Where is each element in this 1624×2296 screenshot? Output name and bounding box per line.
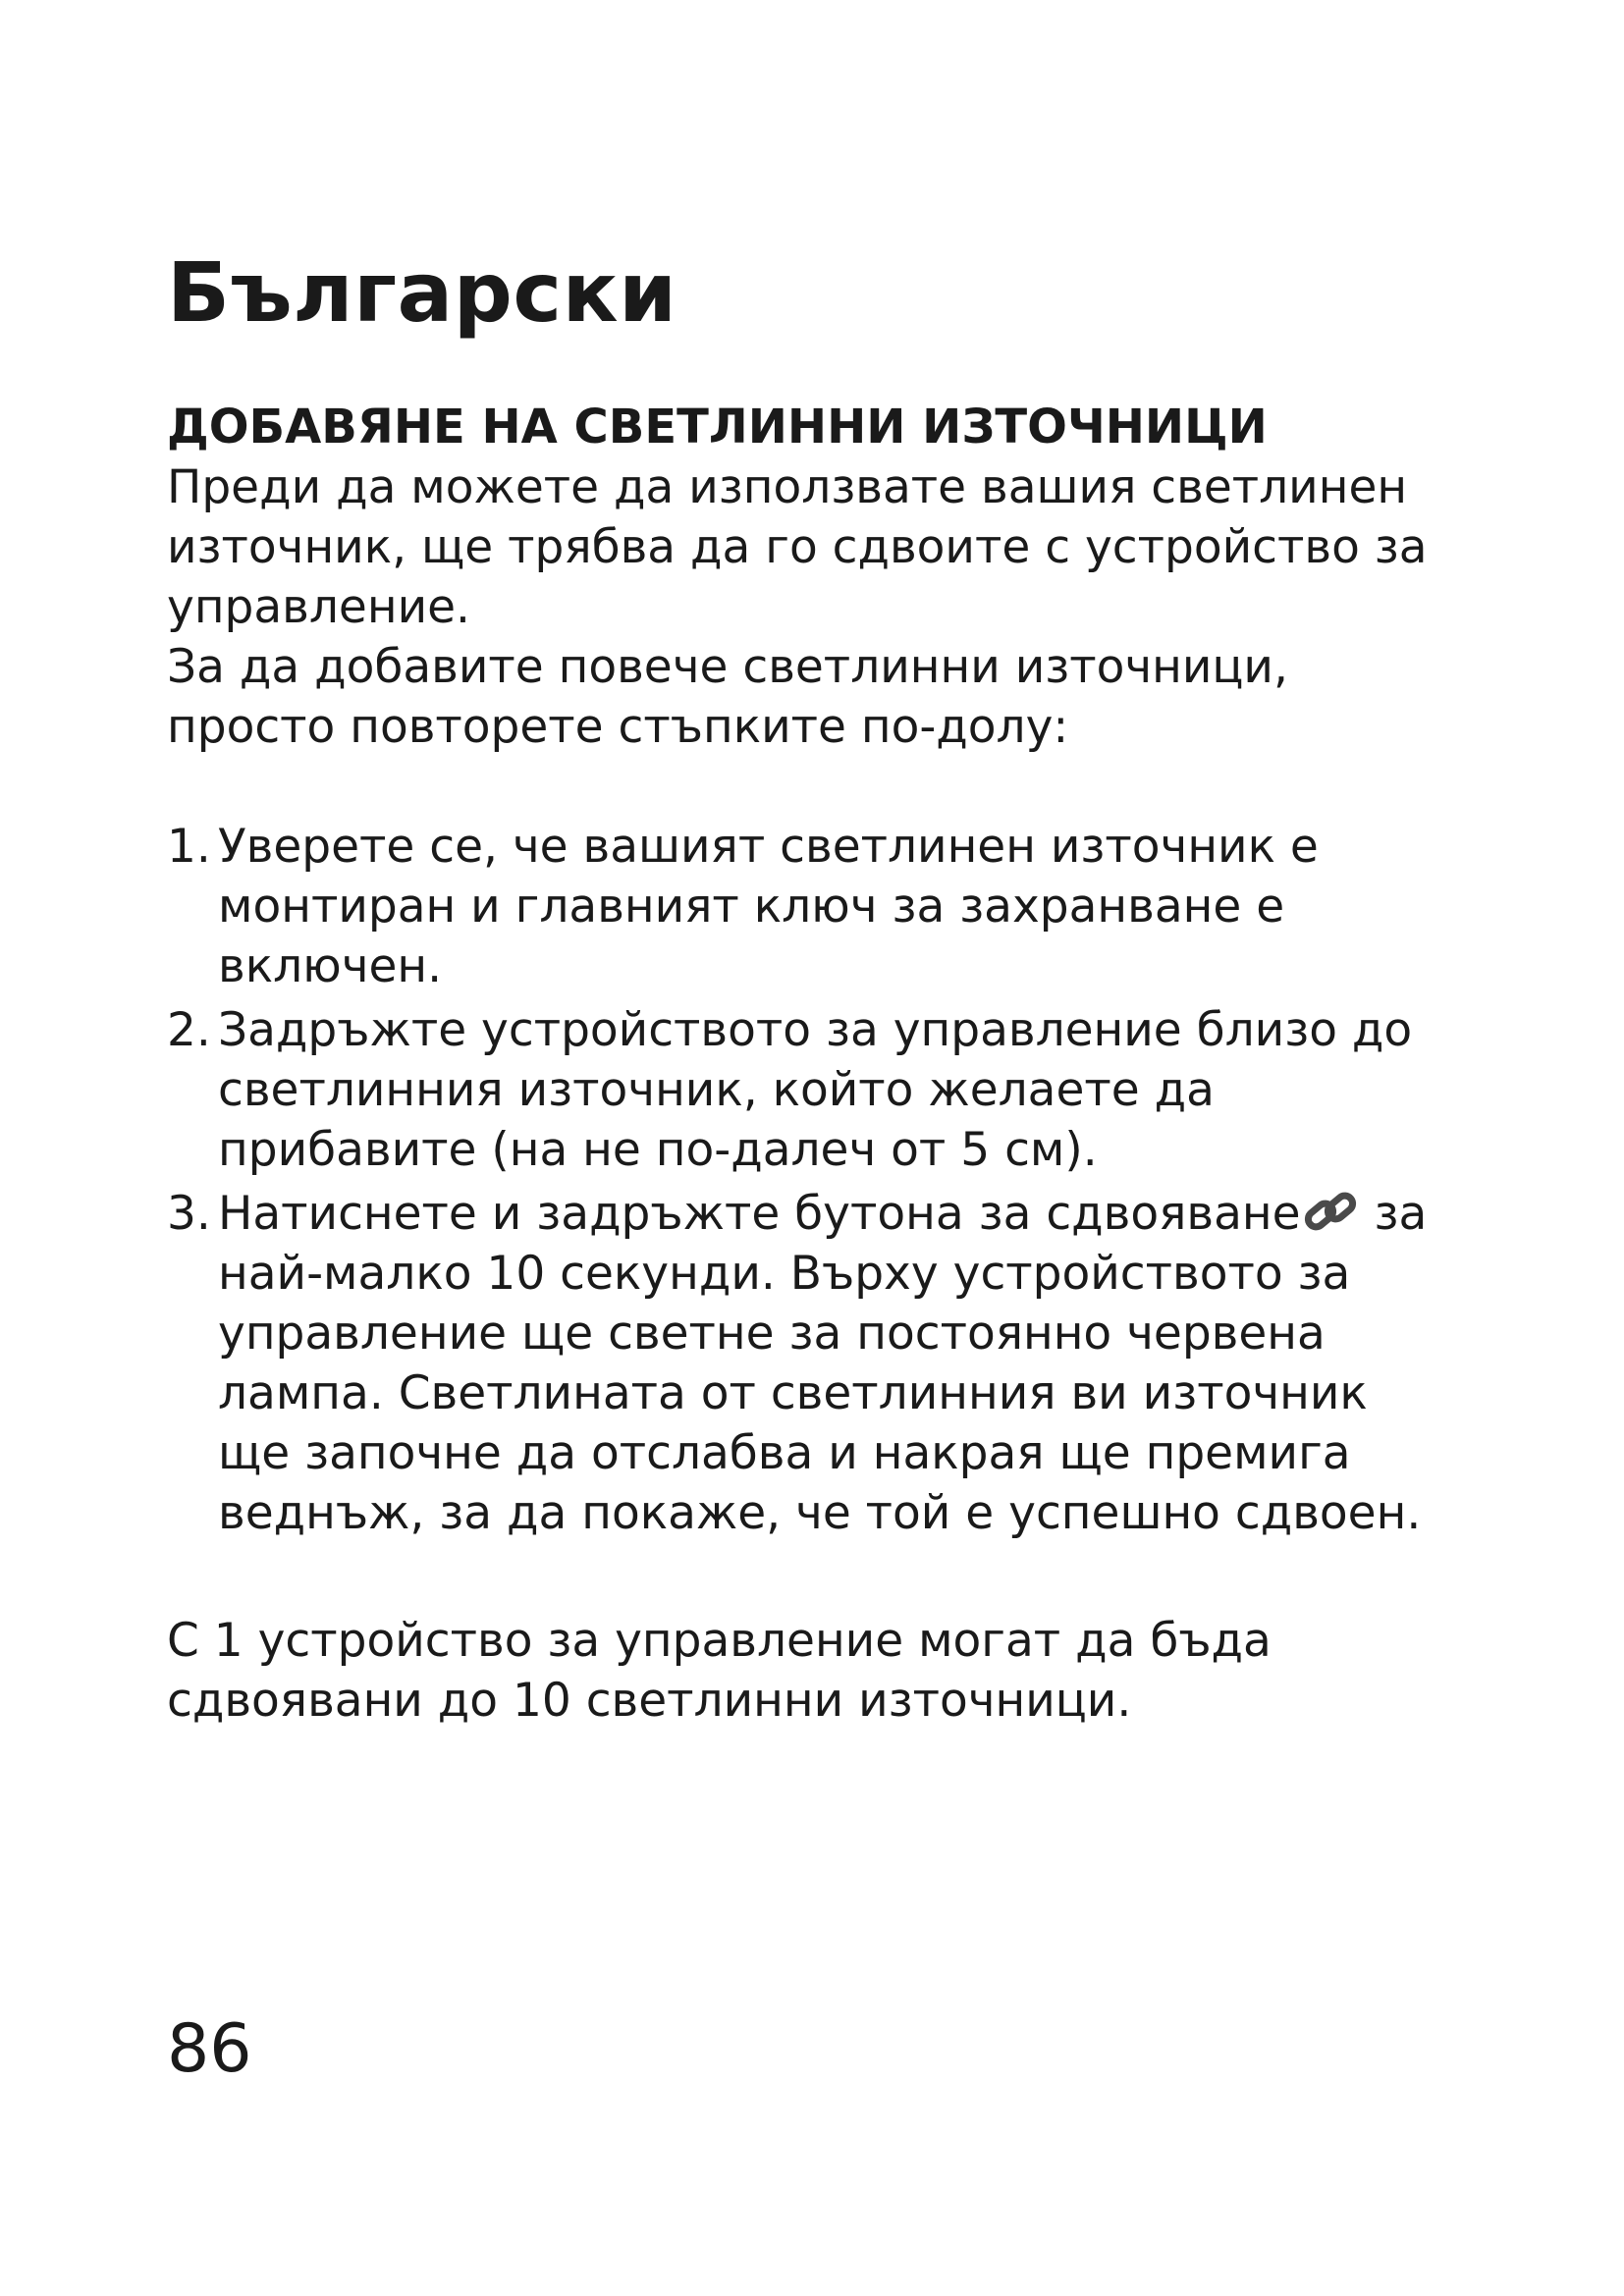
step-number: 3. xyxy=(167,1187,211,1241)
step-text-before-icon: Натиснете и задръжте бутона за сдвояване xyxy=(218,1187,1301,1241)
step-2 xyxy=(167,1000,1443,1180)
page-number: 86 xyxy=(167,2010,252,2088)
manual-page xyxy=(167,0,1443,2296)
step-3 xyxy=(167,1184,1443,1543)
intro-paragraph-2: За да добавите повече светлинни източници, просто повторете стъпките по-долу: xyxy=(167,640,1288,754)
steps-list xyxy=(167,817,1443,1547)
step-text-after-icon: за най-малко 10 секунди. Върху устройството за управление ще светне за постоянно червена лампа. Светлината от светлинния ви източник ще започне да отслабва и накрая ще премига веднъж, за да покаже, че той е успешно сдвоен. xyxy=(218,1187,1428,1540)
intro-paragraph-1: Преди да можете да използвате вашия светлинен източник, ще трябва да го сдвоите с устройство за управление. xyxy=(167,460,1428,634)
pairing-limit-note: С 1 устройство за управление могат да бъда сдвоявани до 10 светлинни източници. xyxy=(167,1614,1272,1728)
step-text xyxy=(218,1184,1443,1543)
link-icon xyxy=(1303,1188,1360,1237)
step-text: Задръжте устройството за управление близо до светлинния източник, който желаете да прибавите (на не по-далеч от 5 см). xyxy=(218,1003,1413,1177)
step-number: 1. xyxy=(167,820,211,874)
intro-text xyxy=(167,457,1443,757)
language-title: Български xyxy=(167,244,677,341)
section-heading: ДОБАВЯНЕ НА СВЕТЛИННИ ИЗТОЧНИЦИ xyxy=(167,400,1268,454)
step-text: Уверете се, че вашият светлинен източник е монтиран и главният ключ за захранване е включен. xyxy=(218,820,1319,993)
step-number: 2. xyxy=(167,1003,211,1057)
step-1 xyxy=(167,817,1443,996)
